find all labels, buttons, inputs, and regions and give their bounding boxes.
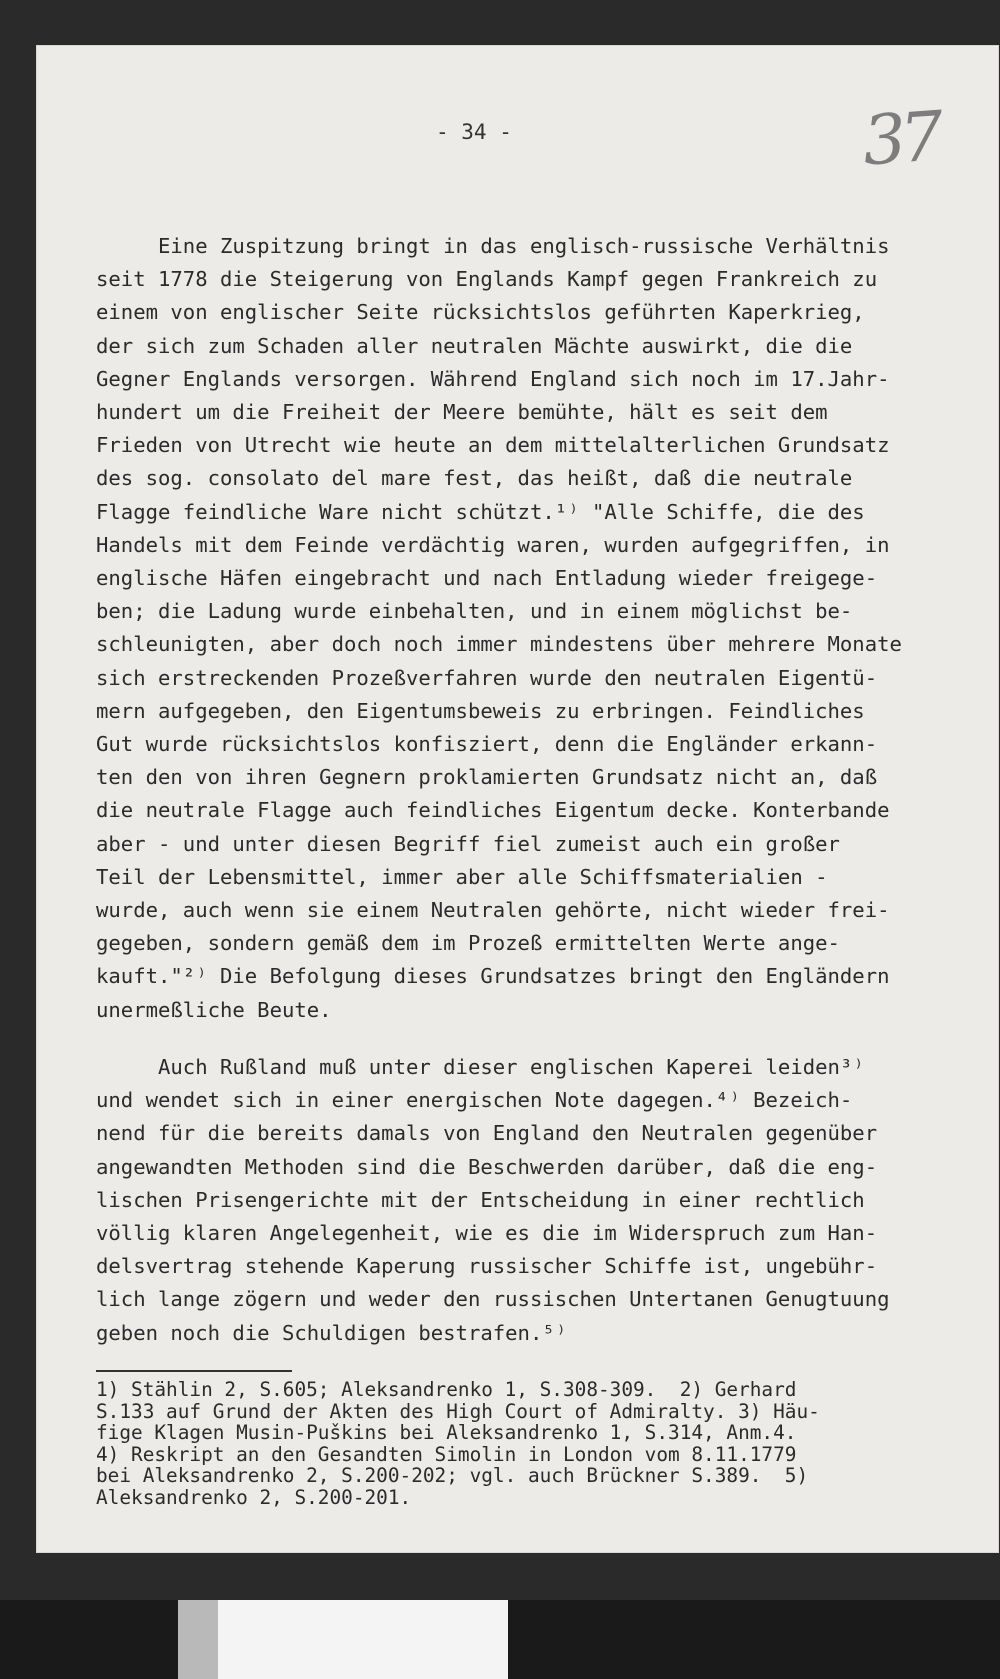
text-line: Gegner Englands versorgen. Während England sich noch im 17.Jahr- [96,366,890,391]
text-line: aber - und unter diesen Begriff fiel zumeist auch ein großer [96,831,840,856]
text-line: kauft."²⁾ Die Befolgung dieses Grundsatzes bringt den Engländern [96,964,890,989]
page-number: - 34 - [436,120,512,144]
text-line: einem von englischer Seite rücksichtslos geführten Kaperkrieg, [96,300,865,325]
text-line: Teil der Lebensmittel, immer aber alle Schiffsmaterialien - [96,864,828,889]
footnote-line: 1) Stählin 2, S.605; Aleksandrenko 1, S.308-309. 2) Gerhard [96,1378,797,1401]
text-line: hundert um die Freiheit der Meere bemühte, hält es seit dem [96,400,828,425]
text-line: völlig klaren Angelegenheit, wie es die im Widerspruch zum Han- [96,1221,878,1246]
text-line: und wendet sich in einer energischen Note dagegen.⁴⁾ Bezeich- [96,1088,853,1113]
text-line: mern aufgegeben, den Eigentumsbeweis zu erbringen. Feindliches [96,698,865,723]
text-line: Handels mit dem Feinde verdächtig waren, wurden aufgegriffen, in [96,532,890,557]
text-line: des sog. consolato del mare fest, das heißt, daß die neutrale [96,466,853,491]
scan-white-patch [218,1600,508,1679]
archive-number: 37 [860,97,941,182]
footnotes [96,1379,996,1508]
text-line: der sich zum Schaden aller neutralen Mächte auswirkt, die die [96,333,853,358]
footnote-line: 4) Reskript an den Gesandten Simolin in London vom 8.11.1779 [96,1442,797,1466]
text-line: ben; die Ladung wurde einbehalten, und in einem möglichst be- [96,599,853,624]
document-page [36,45,999,1553]
footnote-divider [96,1370,292,1372]
footnote-line: fige Klagen Musin-Puškins bei Aleksandrenko 1, S.314, Anm.4. [96,1421,797,1444]
text-line: Flagge feindliche Ware nicht schützt.¹⁾ "Alle Schiffe, die des [96,499,865,524]
scan-background-strip [0,1600,178,1679]
text-line: schleunigten, aber doch noch immer mindestens über mehrere Monate [96,632,902,657]
text-line: Frieden von Utrecht wie heute an dem mittelalterlichen Grundsatz [96,433,890,458]
scan-gray-patch [178,1600,218,1679]
text-line: wurde, auch wenn sie einem Neutralen gehörte, nicht wieder frei- [96,898,890,923]
paragraph-2 [96,1051,996,1350]
text-line: angewandten Methoden sind die Beschwerden darüber, daß die eng- [96,1154,878,1179]
footnote-line: Aleksandrenko 2, S.200-201. [96,1485,412,1509]
text-line: lischen Prisengerichte mit der Entscheidung in einer rechtlich [96,1187,865,1212]
text-line: unermeßliche Beute. [96,997,332,1022]
footnote-line: S.133 auf Grund der Akten des High Court of Admiralty. 3) Häu- [96,1399,820,1423]
text-line: geben noch die Schuldigen bestrafen.⁵⁾ [96,1320,568,1345]
text-line: sich erstreckenden Prozeßverfahren wurde den neutralen Eigentü- [96,665,878,690]
scan-background-strip [508,1600,1000,1679]
text-line: englische Häfen eingebracht und nach Entladung wieder freigege- [96,566,878,591]
text-line: gegeben, sondern gemäß dem im Prozeß ermittelten Werte ange- [96,931,840,956]
text-line: die neutrale Flagge auch feindliches Eigentum decke. Konterbande [96,798,890,823]
text-line: Auch Rußland muß unter dieser englischen Kaperei leiden³⁾ [96,1055,865,1079]
text-line: nend für die bereits damals von England den Neutralen gegenüber [96,1121,878,1146]
paragraph-1 [96,230,996,1027]
text-line: Gut wurde rücksichtslos konfisziert, denn die Engländer erkann- [96,732,878,757]
text-line: Eine Zuspitzung bringt in das englisch-russische Verhältnis [96,234,890,258]
text-line: delsvertrag stehende Kaperung russischer Schiffe ist, ungebühr- [96,1254,878,1279]
text-line: lich lange zögern und weder den russischen Untertanen Genugtuung [96,1287,890,1312]
footnote-line: bei Aleksandrenko 2, S.200-202; vgl. auch Brückner S.389. 5) [96,1464,809,1487]
text-line: ten den von ihren Gegnern proklamierten Grundsatz nicht an, daß [96,765,878,790]
text-line: seit 1778 die Steigerung von Englands Kampf gegen Frankreich zu [96,267,878,292]
